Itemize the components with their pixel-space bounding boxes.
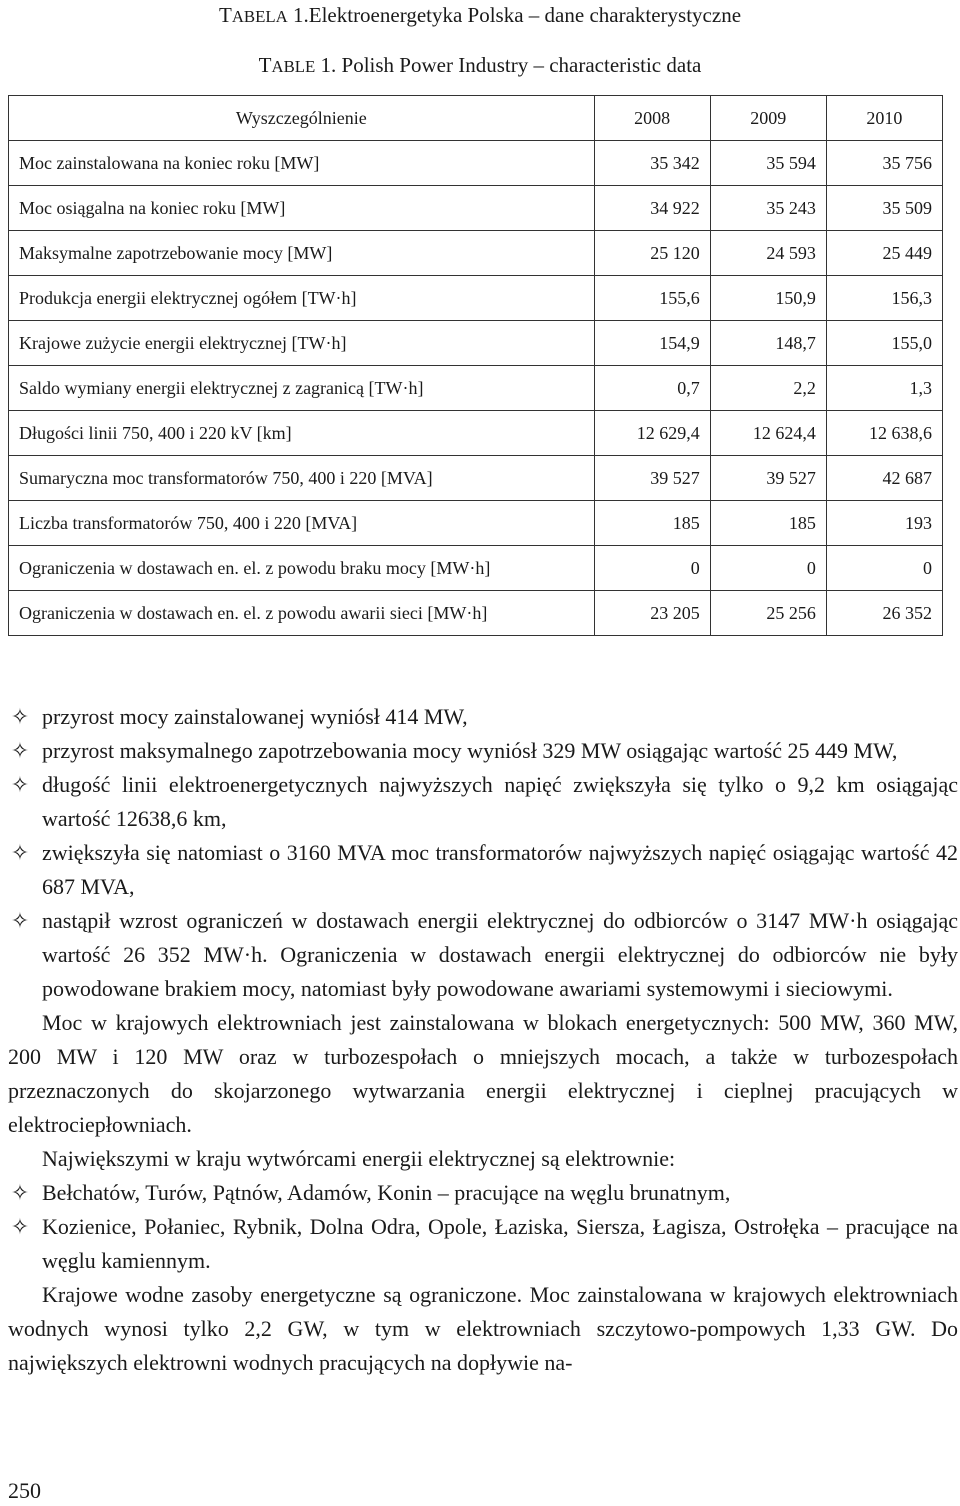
bullet-item: [8, 734, 958, 768]
row-label-cell: Maksymalne zapotrzebowanie mocy [MW]: [9, 231, 595, 276]
value-cell: 35 243: [710, 186, 826, 231]
page-number: 250: [8, 1478, 41, 1503]
bullet-item: [8, 836, 958, 904]
bullet-list-changes: [8, 700, 958, 1006]
value-cell: 148,7: [710, 321, 826, 366]
bullet-item: [8, 1176, 958, 1210]
bullet-text: przyrost mocy zainstalowanej wyniósł 414 MW,: [42, 704, 468, 729]
row-label-cell: Moc osiągalna na koniec roku [MW]: [9, 186, 595, 231]
row-label-cell: Długości linii 750, 400 i 220 kV [km]: [9, 411, 595, 456]
value-cell: 24 593: [710, 231, 826, 276]
value-cell: 25 256: [710, 591, 826, 636]
header-cell: 2009: [710, 96, 826, 141]
table-row: [9, 366, 943, 411]
row-label-cell: Ograniczenia w dostawach en. el. z powodu braku mocy [MW·h]: [9, 546, 595, 591]
value-cell: 2,2: [710, 366, 826, 411]
table-header-row: [9, 96, 943, 141]
value-cell: 35 509: [826, 186, 942, 231]
bullet-text: nastąpił wzrost ograniczeń w dostawach energii elektrycznej do odbiorców o 3147 MW·h osiągając wartość 26 352 MW·h. Ograniczenia w dostawach energii elektrycznej do odbiorców nie były powodowane brakiem mocy, natomiast były powodowane awariami systemowymi i sieciowymi.: [42, 908, 958, 1001]
value-cell: 35 594: [710, 141, 826, 186]
value-cell: 42 687: [826, 456, 942, 501]
value-cell: 0,7: [594, 366, 710, 411]
value-cell: 35 342: [594, 141, 710, 186]
bullet-list-power-plants: [8, 1176, 958, 1278]
bullet-item: [8, 904, 958, 1006]
bullet-text: przyrost maksymalnego zapotrzebowania mocy wyniósł 329 MW osiągając wartość 25 449 MW,: [42, 738, 898, 763]
value-cell: 156,3: [826, 276, 942, 321]
caption-prefix: T: [218, 3, 232, 27]
table-row: [9, 591, 943, 636]
caption-prefix-small: ABLE: [271, 57, 316, 76]
row-label-cell: Saldo wymiany energii elektrycznej z zagranicą [TW·h]: [9, 366, 595, 411]
caption-number: 1.: [293, 3, 309, 27]
value-cell: 39 527: [710, 456, 826, 501]
bullet-star-icon: ✧: [10, 704, 30, 729]
value-cell: 23 205: [594, 591, 710, 636]
table-row: [9, 546, 943, 591]
paragraph-hydro: Krajowe wodne zasoby energetyczne są ograniczone. Moc zainstalowana w krajowych elektrowniach wodnych wynosi tylko 2,2 GW, w tym w elektrowniach szczytowo-pompowych 1,33 GW. Do największych elektrowni wodnych pracujących na dopływie na-: [8, 1282, 958, 1375]
body-text: [8, 700, 958, 1380]
value-cell: 12 629,4: [594, 411, 710, 456]
value-cell: 0: [826, 546, 942, 591]
caption-text: Elektroenergetyka Polska – dane charakterystyczne: [308, 3, 742, 27]
table-row: [9, 501, 943, 546]
value-cell: 39 527: [594, 456, 710, 501]
power-industry-table: [8, 95, 943, 636]
value-cell: 150,9: [710, 276, 826, 321]
bullet-text: Bełchatów, Turów, Pątnów, Adamów, Konin – pracujące na węglu brunatnym,: [42, 1180, 731, 1205]
bullet-star-icon: ✧: [10, 738, 30, 763]
row-label-cell: Liczba transformatorów 750, 400 i 220 [MVA]: [9, 501, 595, 546]
table-row: [9, 141, 943, 186]
table-row: [9, 276, 943, 321]
paragraph-installed-capacity: Moc w krajowych elektrowniach jest zainstalowana w blokach energetycznych: 500 MW, 360 MW, 200 MW i 120 MW oraz w turbozespołach o mniejszych mocach, a także w turbozespołach przeznaczonych do skojarzonego wytwarzania energii elektrycznej i cieplnej pracujących w elektrociepłowniach.: [8, 1010, 958, 1137]
table-caption-polish: [0, 2, 960, 30]
row-label-cell: Sumaryczna moc transformatorów 750, 400 i 220 [MVA]: [9, 456, 595, 501]
bullet-item: [8, 768, 958, 836]
table-caption-english: [0, 52, 960, 80]
value-cell: 185: [594, 501, 710, 546]
bullet-star-icon: ✧: [10, 772, 30, 797]
bullet-star-icon: ✧: [10, 840, 30, 865]
caption-prefix-small: ABELA: [231, 7, 288, 26]
table-row: [9, 231, 943, 276]
bullet-text: długość linii elektroenergetycznych najwyższych napięć zwiększyła się tylko o 9,2 km osiągając wartość 12638,6 km,: [42, 772, 958, 831]
header-cell: 2010: [826, 96, 942, 141]
caption-text: Polish Power Industry – characteristic data: [341, 53, 702, 77]
header-cell: 2008: [594, 96, 710, 141]
row-label-cell: Moc zainstalowana na koniec roku [MW]: [9, 141, 595, 186]
table-row: [9, 411, 943, 456]
value-cell: 193: [826, 501, 942, 546]
value-cell: 0: [710, 546, 826, 591]
bullet-item: [8, 700, 958, 734]
row-label-cell: Krajowe zużycie energii elektrycznej [TW·h]: [9, 321, 595, 366]
table-row: [9, 186, 943, 231]
value-cell: 26 352: [826, 591, 942, 636]
header-cell: Wyszczególnienie: [9, 96, 595, 141]
table-row: [9, 321, 943, 366]
bullet-text: zwiększyła się natomiast o 3160 MVA moc transformatorów najwyższych napięć osiągając wartość 42 687 MVA,: [42, 840, 958, 899]
value-cell: 25 120: [594, 231, 710, 276]
value-cell: 185: [710, 501, 826, 546]
value-cell: 154,9: [594, 321, 710, 366]
value-cell: 155,6: [594, 276, 710, 321]
paragraph-largest-producers: Największymi w kraju wytwórcami energii elektrycznej są elektrownie:: [42, 1146, 676, 1171]
value-cell: 25 449: [826, 231, 942, 276]
bullet-star-icon: ✧: [10, 1214, 30, 1239]
bullet-item: [8, 1210, 958, 1278]
value-cell: 1,3: [826, 366, 942, 411]
value-cell: 34 922: [594, 186, 710, 231]
row-label-cell: Ograniczenia w dostawach en. el. z powodu awarii sieci [MW·h]: [9, 591, 595, 636]
bullet-text: Kozienice, Połaniec, Rybnik, Dolna Odra, Opole, Łaziska, Siersza, Łagisza, Ostrołęka – pracujące na węglu kamiennym.: [42, 1214, 958, 1273]
bullet-star-icon: ✧: [10, 1180, 30, 1205]
value-cell: 155,0: [826, 321, 942, 366]
bullet-star-icon: ✧: [10, 908, 30, 933]
caption-number: 1.: [320, 53, 337, 77]
value-cell: 12 638,6: [826, 411, 942, 456]
caption-prefix: T: [258, 53, 272, 77]
value-cell: 0: [594, 546, 710, 591]
table-row: [9, 456, 943, 501]
row-label-cell: Produkcja energii elektrycznej ogółem [TW·h]: [9, 276, 595, 321]
value-cell: 12 624,4: [710, 411, 826, 456]
value-cell: 35 756: [826, 141, 942, 186]
